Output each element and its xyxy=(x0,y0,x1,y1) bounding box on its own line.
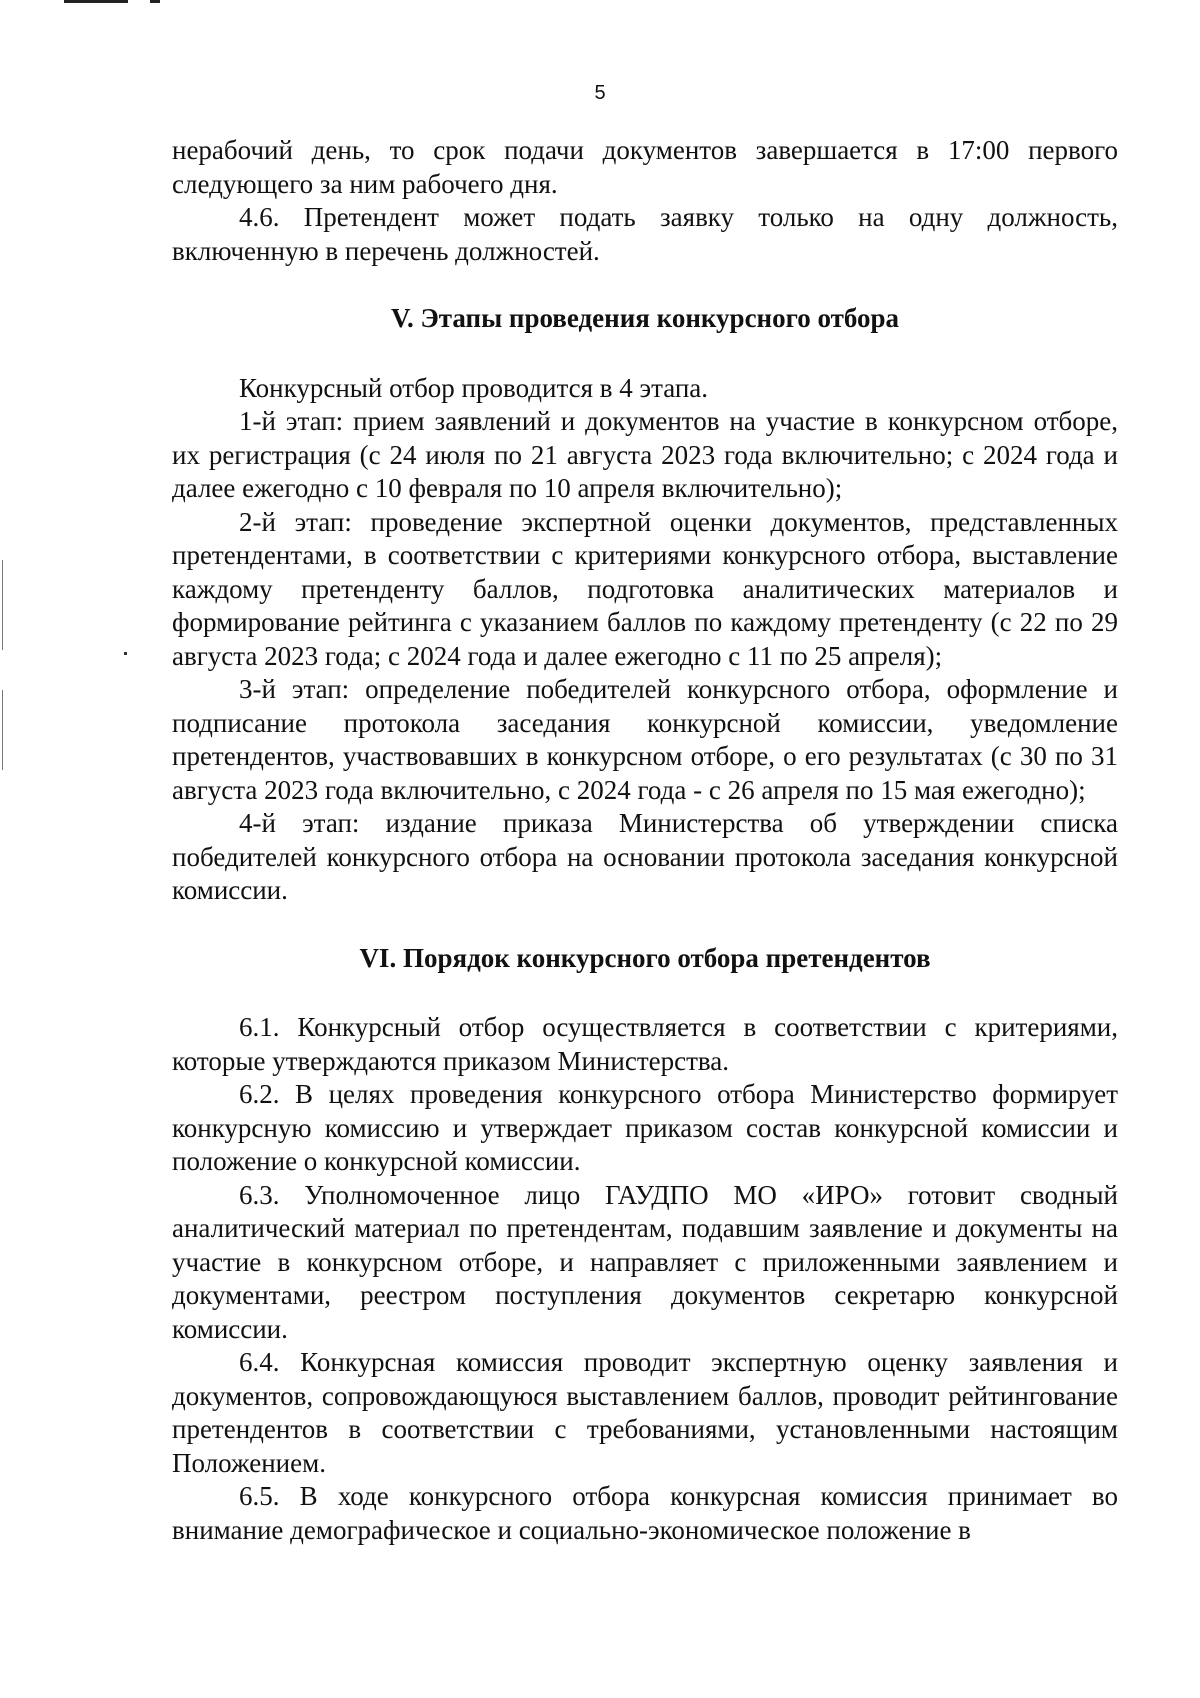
paragraph: 4.6. Претендент может подать заявку только на одну должность, включенную в перечень должностей. xyxy=(172,202,1118,266)
scan-artifact-mark xyxy=(64,0,128,3)
paragraph: 6.4. Конкурсная комиссия проводит экспертную оценку заявления и документов, сопровождающуюся выставлением баллов, проводит рейтингование претендентов в соответствии с требованиями, установленными настоящим Положением. xyxy=(172,1347,1118,1478)
paragraph: 1-й этап: прием заявлений и документов на участие в конкурсном отборе, их регистрация (с 24 июля по 21 августа 2023 года включительно; с 2024 года и далее ежегодно с 10 февраля по 10 апреля включительно); xyxy=(172,406,1118,503)
paragraph: 6.1. Конкурсный отбор осуществляется в соответствии с критериями, которые утверждаются приказом Министерства. xyxy=(172,1012,1118,1076)
document-body xyxy=(172,134,1118,1547)
scan-artifact-mark xyxy=(150,0,160,3)
paragraph: Конкурсный отбор проводится в 4 этапа. xyxy=(239,372,709,403)
section-heading: V. Этапы проведения конкурсного отбора xyxy=(390,303,900,333)
paragraph: 2-й этап: проведение экспертной оценки документов, представленных претендентами, в соответствии с критериями конкурсного отбора, выставление каждому претенденту баллов, подготовка аналитических материалов и формирование рейтинга с указанием баллов по каждому претенденту (с 22 по 29 августа 2023 года; с 2024 года и далее ежегодно с 11 по 25 апреля); xyxy=(172,506,1118,671)
paragraph: 3-й этап: определение победителей конкурсного отбора, оформление и подписание протокола заседания конкурсной комиссии, уведомление претендентов, участвовавших в конкурсном отборе, о его результатах (с 30 по 31 августа 2023 года включительно, с 2024 года - с 26 апреля по 15 мая ежегодно); xyxy=(172,674,1118,805)
paragraph: 4-й этап: издание приказа Министерства об утверждении списка победителей конкурсного отбора на основании протокола заседания конкурсной комиссии. xyxy=(172,808,1118,905)
scan-artifact-dot xyxy=(124,652,127,655)
scan-artifact-edge xyxy=(2,560,3,650)
section-heading: VI. Порядок конкурсного отбора претендентов xyxy=(359,942,931,973)
paragraph: 6.3. Уполномоченное лицо ГАУДПО МО «ИРО» готовит сводный аналитический материал по претендентам, подавшим заявление и документы на участие в конкурсном отборе, и направляет с приложенными заявлением и документами, реестром поступления документов секретарю конкурсной комиссии. xyxy=(172,1179,1118,1344)
paragraph: нерабочий день, то срок подачи документов завершается в 17:00 первого следующего за ним рабочего дня. xyxy=(172,135,1118,199)
paragraph: 6.2. В целях проведения конкурсного отбора Министерство формирует конкурсную комиссию и утверждает приказом состав конкурсной комиссии и положение о конкурсной комиссии. xyxy=(172,1079,1118,1176)
paragraph: 6.5. В ходе конкурсного отбора конкурсная комиссия принимает во внимание демографическое и социально-экономическое положение в xyxy=(172,1481,1118,1545)
page-number: 5 xyxy=(594,82,606,104)
scan-artifact-edge xyxy=(2,690,3,770)
